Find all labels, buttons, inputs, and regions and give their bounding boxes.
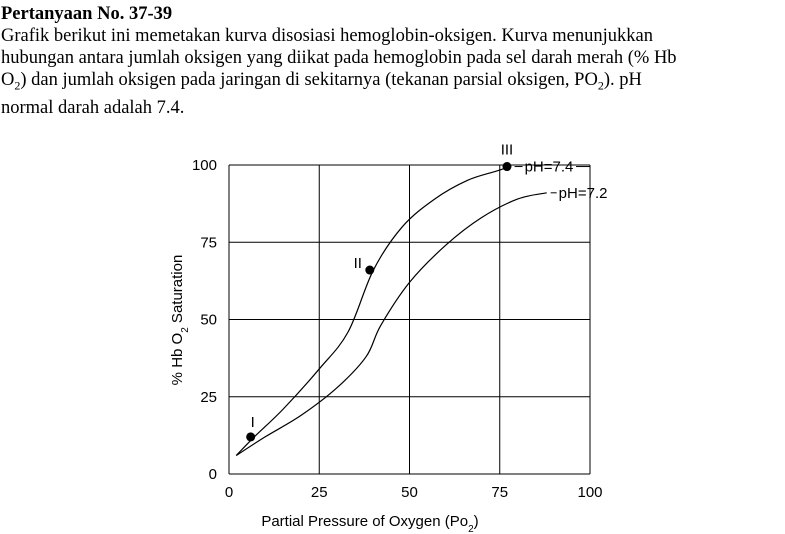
point-label: I <box>250 413 255 431</box>
data-point-iii <box>502 162 511 171</box>
question-line-2: hubungan antara jumlah oksigen yang diikat pada hemoglobin pada sel darah merah (% Hb <box>1 48 677 68</box>
line3-sub-a: 2 <box>14 78 21 93</box>
x-tick-label: 75 <box>491 484 509 501</box>
tick-labels <box>192 157 603 501</box>
y-tick-label: 25 <box>200 388 217 406</box>
x-tick-label: 0 <box>224 484 234 501</box>
x-tick-label: 25 <box>310 484 328 501</box>
question-heading: Pertanyaan No. 37-39 <box>1 4 173 24</box>
line3-part-a: O <box>1 70 15 90</box>
question-line-3 <box>1 69 784 97</box>
x-tick-label: 50 <box>401 484 418 501</box>
line3-sub-b: 2 <box>597 78 604 93</box>
y-axis-label: % Hb $O_2$ Saturation <box>169 254 191 386</box>
grid <box>229 165 590 474</box>
y-tick-label: 50 <box>200 311 217 329</box>
series-label: pH=7.2 <box>558 184 608 202</box>
question-line-1: Grafik berikut ini memetakan kurva disosiasi hemoglobin-oksigen. Kurva menunjukkan <box>1 26 653 46</box>
question-text <box>0 0 785 119</box>
y-tick-label: 75 <box>200 234 217 252</box>
dissociation-chart <box>160 140 620 534</box>
question-line-4: normal darah adalah 7.4. <box>1 97 185 118</box>
data-point-ii <box>365 266 374 275</box>
point-label: III <box>500 141 514 159</box>
x-tick-label: 100 <box>577 484 603 501</box>
curves <box>236 159 607 456</box>
data-point-i <box>246 432 255 441</box>
point-label: II <box>353 255 362 273</box>
series-line-ph-7-4 <box>236 167 510 456</box>
x-axis-label: Partial Pressure of Oxygen $(Po_2)$ <box>261 513 479 534</box>
line3-part-b: ) dan jumlah oksigen pada jaringan di sekitarnya (tekanan parsial oksigen, PO <box>20 70 598 90</box>
series-label: pH=7.4 <box>524 158 574 176</box>
line3-part-c: ). pH <box>603 70 642 90</box>
y-tick-label: 0 <box>208 466 217 483</box>
y-tick-label: 100 <box>191 157 217 174</box>
